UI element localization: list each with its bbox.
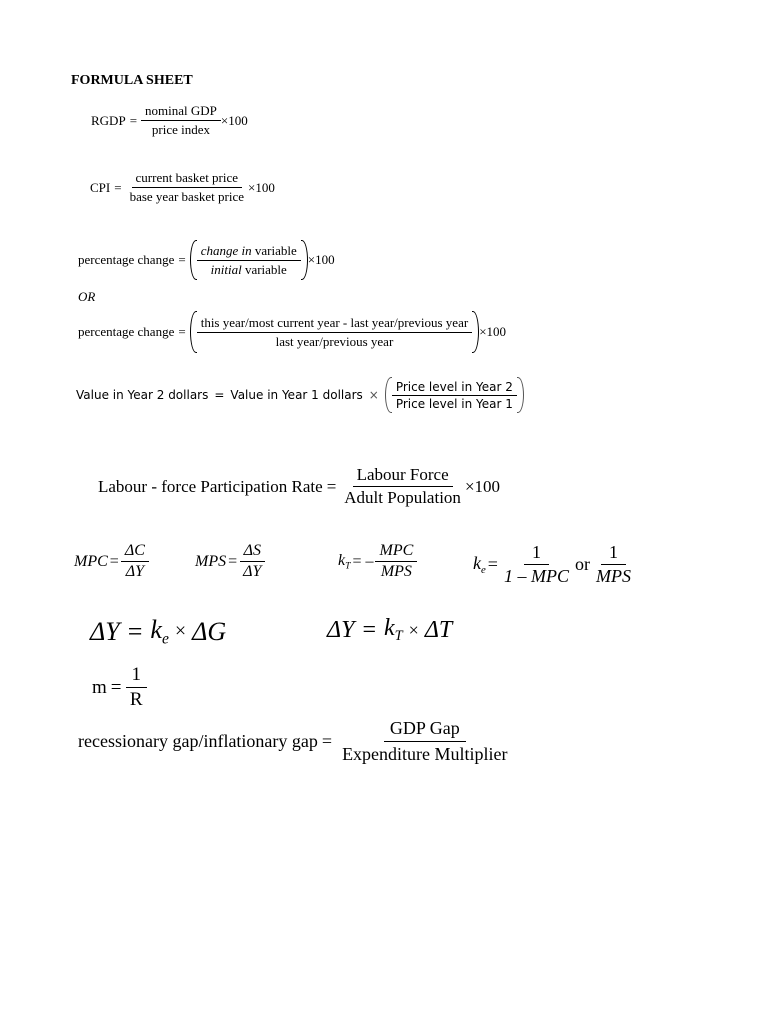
pct1-numerator: change in variable — [197, 243, 301, 261]
delta-y: ΔY — [327, 616, 355, 643]
ke-numerator-1: 1 — [524, 542, 549, 565]
rgdp-label: RGDP — [91, 112, 126, 128]
right-paren — [472, 311, 479, 353]
value-year1-label: Value in Year 1 dollars — [230, 388, 363, 402]
pct1-factor: 100 — [315, 252, 335, 267]
mpc-fraction — [121, 542, 149, 581]
delta-y: ΔY — [90, 616, 120, 646]
equals-sign: = — [487, 554, 498, 574]
rgdp-factor: 100 — [228, 112, 248, 128]
ke-formula — [473, 542, 635, 587]
equals-sign: = — [178, 324, 186, 339]
rgdp-formula — [91, 103, 248, 138]
mps-fraction — [239, 542, 265, 581]
percentage-change-formula-1 — [78, 240, 335, 280]
ke-fraction-1 — [500, 542, 573, 587]
left-paren — [385, 377, 392, 413]
right-paren — [517, 377, 524, 413]
mps-formula — [195, 542, 265, 581]
equals-sign: = — [129, 112, 138, 128]
times-sign: × — [368, 388, 379, 402]
or-label: OR — [78, 289, 96, 304]
ke-symbol: $k_e$ — [150, 615, 169, 648]
ke-numerator-2: 1 — [601, 542, 626, 565]
value-year2-label: Value in Year 2 dollars — [76, 388, 209, 402]
left-paren — [190, 311, 197, 353]
pct1-denominator: initial variable — [210, 261, 287, 277]
equals-sign: = — [362, 616, 376, 643]
cpi-factor: 100 — [255, 179, 275, 195]
right-paren — [301, 240, 308, 280]
equals-sign: = — [214, 388, 225, 402]
ke-fraction-2 — [592, 542, 635, 587]
ke-denominator-1: 1 – MPC — [503, 566, 569, 586]
equals-sign: = – — [352, 552, 374, 570]
cpi-fraction — [126, 170, 248, 205]
times-sign: × — [479, 324, 487, 339]
mps-numerator: ΔS — [240, 542, 265, 562]
tax-multiplier-equation — [327, 615, 452, 645]
kt-label: $k_T$ — [338, 551, 351, 572]
times-sign: × — [248, 179, 256, 195]
equals-sign: = — [127, 616, 143, 646]
cpi-numerator: current basket price — [132, 170, 243, 188]
times-sign: × — [220, 112, 229, 128]
gap-formula — [78, 718, 514, 765]
kt-fraction — [375, 542, 417, 581]
equals-sign: = — [110, 676, 122, 698]
delta-g: ΔG — [192, 616, 227, 646]
equals-sign: = — [321, 731, 333, 751]
ke-denominator-2: MPS — [595, 566, 631, 586]
lfpr-factor: 100 — [474, 476, 501, 496]
value-numerator: Price level in Year 2 — [392, 380, 517, 396]
pct2-factor: 100 — [486, 324, 507, 339]
cpi-formula — [90, 170, 275, 205]
pct2-denominator: last year/previous year — [275, 333, 394, 349]
times-sign: × — [307, 252, 316, 267]
kt-symbol: $k_T$ — [383, 615, 403, 645]
equals-sign: = — [114, 179, 122, 195]
times-sign: × — [408, 619, 419, 640]
gap-fraction — [336, 718, 513, 765]
gap-numerator: GDP Gap — [384, 718, 466, 742]
equals-sign: = — [228, 552, 238, 570]
gap-label: recessionary gap/inflationary gap — [78, 731, 318, 751]
cpi-denominator: base year basket price — [129, 189, 244, 204]
mps-label: MPS — [195, 552, 227, 570]
delta-t: ΔT — [424, 616, 453, 643]
value-parentheses — [385, 377, 524, 413]
pct2-parentheses — [190, 311, 479, 353]
pct2-numerator: this year/most current year - last year/previous year — [197, 315, 472, 333]
value-denominator: Price level in Year 1 — [395, 396, 513, 411]
kt-numerator: MPC — [375, 542, 417, 562]
left-paren — [190, 240, 197, 280]
cpi-label: CPI — [90, 179, 111, 195]
gap-denominator: Expenditure Multiplier — [342, 744, 508, 764]
m-denominator: R — [129, 689, 143, 710]
money-multiplier-formula — [92, 664, 147, 711]
pct1-fraction — [197, 243, 301, 278]
mpc-numerator: ΔC — [121, 542, 149, 562]
spending-multiplier-equation — [90, 615, 226, 648]
equals-sign: = — [109, 552, 119, 570]
ke-label: $k_e$ — [473, 553, 486, 576]
m-numerator: 1 — [126, 664, 148, 688]
mpc-label: MPC — [74, 552, 108, 570]
equals-sign: = — [178, 252, 186, 267]
pct2-label: percentage change — [78, 324, 175, 339]
times-sign: × — [464, 476, 475, 496]
rgdp-fraction — [141, 103, 221, 138]
mps-denominator: ΔY — [243, 563, 262, 580]
lfpr-formula — [98, 465, 500, 508]
times-sign: × — [174, 620, 187, 643]
rgdp-numerator: nominal GDP — [141, 103, 221, 121]
lfpr-denominator: Adult Population — [344, 488, 461, 507]
pct1-label: percentage change — [78, 252, 175, 267]
mpc-denominator: ΔY — [125, 563, 144, 580]
pct1-parentheses — [190, 240, 308, 280]
kt-formula — [338, 542, 417, 581]
rgdp-denominator: price index — [151, 122, 211, 137]
page-title: FORMULA SHEET — [71, 73, 193, 88]
pct2-fraction — [197, 315, 472, 350]
mpc-formula — [74, 542, 149, 581]
value-fraction — [392, 380, 517, 411]
value-conversion-formula — [76, 377, 524, 413]
lfpr-fraction — [340, 465, 465, 508]
kt-denominator: MPS — [380, 563, 412, 580]
percentage-change-formula-2 — [78, 311, 506, 353]
equals-sign: = — [326, 476, 337, 496]
or-word: or — [574, 554, 590, 574]
m-label: m — [92, 676, 107, 698]
lfpr-numerator: Labour Force — [353, 465, 453, 487]
m-fraction — [126, 664, 148, 711]
lfpr-label: Labour - force Participation Rate — [98, 476, 323, 496]
